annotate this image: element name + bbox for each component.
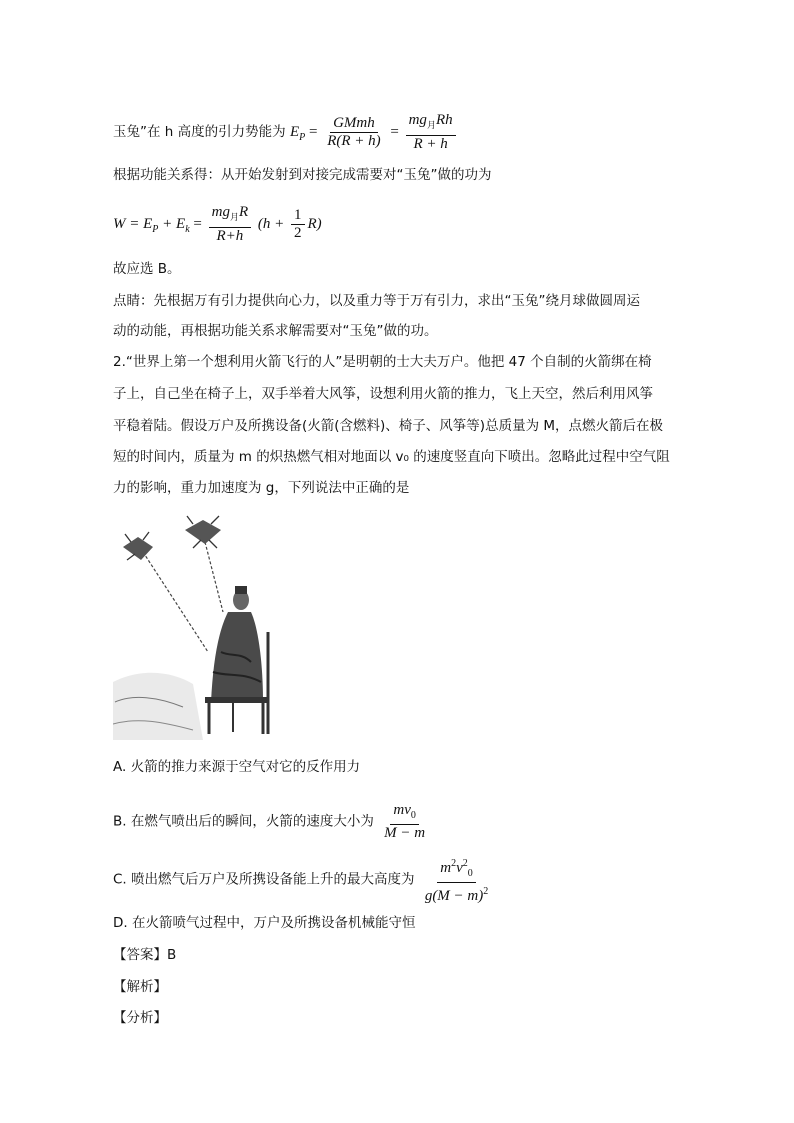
question-line-2: 子上，自己坐在椅子上，双手举着大风筝，设想利用火箭的推力，飞上天空，然后利用风筝: [113, 386, 653, 402]
question-line-4: 短的时间内，质量为 m 的炽热燃气相对地面以 v₀ 的速度竖直向下喷出。忽略此过程中空气阻: [113, 449, 670, 465]
work-formula: $W = E_P + E_k$ = $\frac{mg_月R}{R+h}$ (h + $\frac{1}{2}$ R): [113, 204, 322, 244]
fraction-numerator: [390, 802, 419, 825]
comment-line-2: 动的动能，再根据功能关系求解需要对“玉兔”做的功。: [113, 323, 438, 339]
question-line-1: 2.“世界上第一个想利用火箭飞行的人”是明朝的士大夫万户。他把 47 个自制的火箭绑在椅: [113, 354, 652, 370]
fraction-mgr: [209, 204, 252, 245]
option-d: D. 在火箭喷气过程中，万户及所携设备机械能守恒: [113, 915, 416, 931]
subscript-k: k: [185, 223, 190, 235]
question-line-3: 平稳着陆。假设万户及所携设备(火箭(含燃料)、椅子、风筝等)总质量为 M，点燃火箭后在极: [113, 418, 664, 434]
paren-close: R): [307, 215, 322, 232]
subscript-moon: 月: [426, 121, 436, 131]
subscript-zero: 0: [410, 810, 416, 821]
potential-energy-line: [113, 112, 459, 153]
option-a: A. 火箭的推力来源于空气对它的反作用力: [113, 759, 361, 775]
kite-right: [185, 516, 221, 548]
numerator-mv: mv: [393, 802, 411, 818]
numerator-r: R: [238, 204, 249, 220]
question-line-5: 力的影响，重力加速度为 g，下列说法中正确的是: [113, 480, 410, 496]
fraction-gmmh: [324, 115, 383, 150]
subscript-zero: 0: [467, 868, 473, 879]
fraction-denominator: R + h: [413, 136, 448, 152]
fraction-denominator: [422, 883, 491, 905]
fraction-numerator: [406, 112, 456, 136]
option-b-text: B. 在燃气喷出后的瞬间，火箭的速度大小为: [113, 813, 374, 830]
denominator-g: g(M − m): [424, 888, 484, 904]
kite-left: [123, 532, 153, 560]
option-c-fraction: [422, 855, 491, 905]
fraction-denominator: R(R + h): [327, 133, 381, 149]
subscript-p: P: [299, 131, 306, 143]
plus-ek: + E: [158, 215, 186, 232]
fraction-denominator: 2: [294, 225, 302, 241]
superscript-2: 2: [462, 858, 468, 869]
fraction-denominator: R+h: [216, 228, 244, 244]
numerator-mg: mg: [408, 112, 427, 128]
fraction-numerator: GMmh: [330, 115, 378, 133]
energy-relation-line: 根据功能关系得：从开始发射到对接完成需要对“玉兔”做的功为: [113, 167, 492, 183]
option-b-fraction: [381, 802, 428, 842]
superscript-2: 2: [483, 886, 489, 897]
numerator-v: v: [456, 860, 463, 876]
symbol-e: E: [289, 123, 300, 140]
paren-open: (h +: [257, 215, 285, 232]
superscript-2: 2: [451, 858, 457, 869]
comment-line-1: 点睛：先根据万有引力提供向心力，以及重力等于万有引力，求出“玉兔”绕月球做圆周运: [113, 293, 640, 309]
fraction-numerator: 1: [291, 207, 305, 225]
subscript-moon: 月: [229, 213, 239, 223]
option-c-text: C. 喷出燃气后万户及所携设备能上升的最大高度为: [113, 871, 415, 888]
fraction-half: [291, 207, 305, 242]
option-c: [113, 855, 494, 905]
seated-figure: [211, 586, 263, 702]
potential-energy-prefix: 玉兔”在 h 高度的引力势能为: [113, 123, 286, 140]
option-b: [113, 802, 431, 842]
answer-choice-line: 故应选 B。: [113, 261, 181, 277]
work-lhs: W = E: [113, 215, 153, 232]
wan-hu-illustration: [113, 512, 285, 740]
fraction-numerator: [209, 204, 252, 228]
answer-label: 【答案】B: [113, 947, 177, 963]
subscript-p: P: [152, 223, 159, 235]
numerator-m: m: [440, 860, 452, 876]
analysis-label: 【解析】: [113, 979, 167, 995]
fraction-numerator: [437, 855, 476, 883]
numerator-rh: Rh: [435, 112, 453, 128]
fraction-denominator: M − m: [384, 825, 426, 841]
potential-energy-formula: $E_P$ = $\frac{\text{GMmh}}{R(R + h)}$ = $\frac{mg_月Rh}{R + h}$: [290, 124, 459, 140]
fenxi-label: 【分析】: [113, 1010, 167, 1026]
numerator-mg: mg: [211, 204, 230, 220]
fraction-mgrh: [406, 112, 456, 153]
